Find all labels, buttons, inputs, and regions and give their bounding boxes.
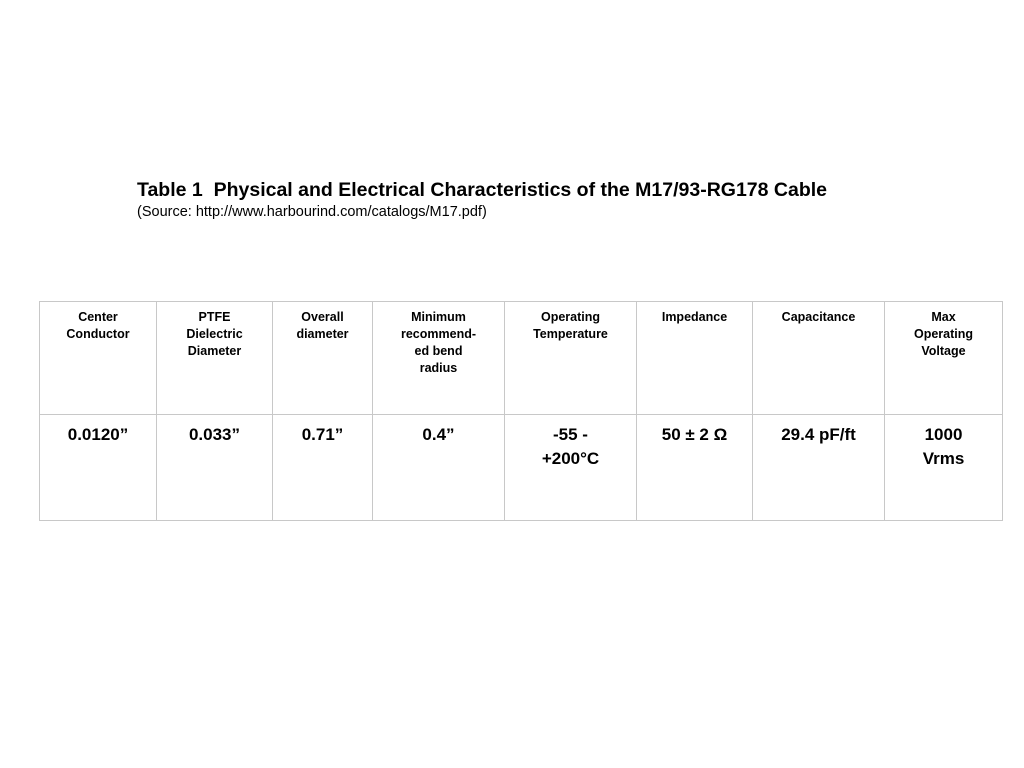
table-caption [137, 178, 997, 222]
header-capacitance: Capacitance [753, 302, 885, 415]
header-center-conductor: Center Conductor [40, 302, 157, 415]
cell-overall-diameter: 0.71” [273, 415, 373, 521]
header-minimum-bend-radius: Minimum recommend- ed bend radius [373, 302, 505, 415]
table-title: Table 1 Physical and Electrical Characteristics of the M17/93-RG178 Cable [137, 179, 828, 201]
header-impedance: Impedance [637, 302, 753, 415]
cell-impedance: 50 ± 2 Ω [637, 415, 753, 521]
cell-operating-temperature: -55 - +200°C [505, 415, 637, 521]
header-ptfe-dielectric-diameter: PTFE Dielectric Diameter [157, 302, 273, 415]
cell-ptfe-dielectric-diameter: 0.033” [157, 415, 273, 521]
table-source: (Source: http://www.harbourind.com/catalogs/M17.pdf) [137, 204, 487, 220]
header-max-operating-voltage: Max Operating Voltage [885, 302, 1003, 415]
table-row [40, 415, 1003, 521]
cell-center-conductor: 0.0120” [40, 415, 157, 521]
cell-minimum-bend-radius: 0.4” [373, 415, 505, 521]
header-row [40, 302, 1003, 415]
header-overall-diameter: Overall diameter [273, 302, 373, 415]
cable-spec-table [39, 301, 1003, 521]
cell-max-operating-voltage: 1000 Vrms [885, 415, 1003, 521]
cell-capacitance: 29.4 pF/ft [753, 415, 885, 521]
header-operating-temperature: Operating Temperature [505, 302, 637, 415]
